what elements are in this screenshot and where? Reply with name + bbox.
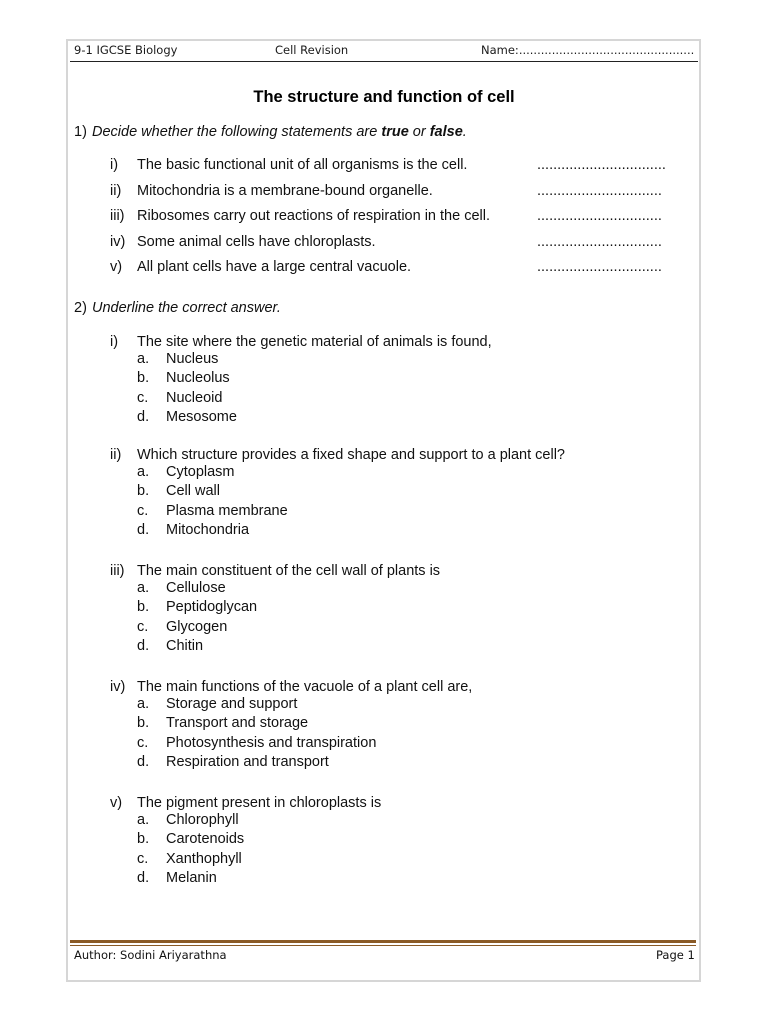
option-letter: d. [137, 409, 150, 425]
option-letter: b. [137, 715, 150, 731]
q1-item-numeral: v) [110, 259, 123, 275]
q1-answer-blank: ................................ [537, 157, 666, 173]
q2-number: 2) [74, 300, 87, 316]
option-letter: a. [137, 464, 150, 480]
option-letter: b. [137, 370, 150, 386]
q1-number: 1) [74, 124, 87, 140]
q1-item-statement: Ribosomes carry out reactions of respiration in the cell. [137, 208, 490, 224]
q2-item-question: The main functions of the vacuole of a plant cell are, [137, 679, 473, 695]
option-letter: b. [137, 483, 150, 499]
option-letter: d. [137, 522, 150, 538]
q2-item-question: The pigment present in chloroplasts is [137, 795, 382, 811]
option-letter: d. [137, 870, 150, 886]
q1-item-numeral: iii) [110, 208, 125, 224]
q1-item-statement: Some animal cells have chloroplasts. [137, 234, 376, 250]
q1-answer-blank: ............................... [537, 259, 662, 275]
answer-option[interactable]: Nucleus [166, 351, 219, 367]
answer-option[interactable]: Nucleoid [166, 390, 223, 406]
option-letter: a. [137, 812, 150, 828]
word-false: false [429, 124, 463, 140]
answer-option[interactable]: Mitochondria [166, 522, 250, 538]
q2-item-question: Which structure provides a fixed shape and support to a plant cell? [137, 447, 565, 463]
q1-item-numeral: i) [110, 157, 119, 173]
q2-item-numeral: i) [110, 334, 119, 350]
page-header [74, 43, 694, 61]
q1-item-statement: The basic functional unit of all organisms is the cell. [137, 157, 468, 173]
q2-item-numeral: v) [110, 795, 123, 811]
word-true: true [381, 124, 409, 140]
header-rule [70, 61, 698, 62]
q1-answer-blank: ............................... [537, 208, 662, 224]
option-letter: c. [137, 735, 149, 751]
q1-item-numeral: iv) [110, 234, 126, 250]
answer-option[interactable]: Melanin [166, 870, 217, 886]
q2-item-numeral: iv) [110, 679, 126, 695]
q1-answer-blank: ............................... [537, 183, 662, 199]
answer-option[interactable]: Mesosome [166, 409, 237, 425]
option-letter: a. [137, 580, 150, 596]
option-letter: c. [137, 390, 149, 406]
option-letter: b. [137, 831, 150, 847]
page-border [66, 39, 701, 982]
answer-option[interactable]: Glycogen [166, 619, 228, 635]
name-blank: ................................................ [518, 43, 695, 57]
answer-option[interactable]: Chitin [166, 638, 204, 654]
option-letter: c. [137, 503, 149, 519]
answer-option[interactable]: Nucleolus [166, 370, 230, 386]
course-label: 9-1 IGCSE Biology [74, 43, 178, 57]
topic-label: Cell Revision [275, 43, 349, 57]
option-letter: d. [137, 638, 150, 654]
option-letter: b. [137, 599, 150, 615]
option-letter: a. [137, 351, 150, 367]
q1-answer-blank: ............................... [537, 234, 662, 250]
q2-item-numeral: iii) [110, 563, 125, 579]
answer-option[interactable]: Chlorophyll [166, 812, 239, 828]
option-letter: a. [137, 696, 150, 712]
q1-item-statement: Mitochondria is a membrane-bound organelle. [137, 183, 433, 199]
footer-rule [70, 940, 696, 943]
answer-option[interactable]: Respiration and transport [166, 754, 329, 770]
q1-instruction: Decide whether the following statements are true or false. [92, 124, 467, 140]
q2-item-numeral: ii) [110, 447, 122, 463]
name-label: Name: [481, 43, 519, 57]
q2-instruction: Underline the correct answer. [92, 300, 281, 316]
answer-option[interactable]: Cellulose [166, 580, 226, 596]
footer-author: Author: Sodini Ariyarathna [74, 948, 227, 962]
name-field [481, 43, 694, 57]
answer-option[interactable]: Peptidoglycan [166, 599, 258, 615]
option-letter: d. [137, 754, 150, 770]
answer-option[interactable]: Cell wall [166, 483, 220, 499]
q2-item-question: The site where the genetic material of animals is found, [137, 334, 492, 350]
answer-option[interactable]: Plasma membrane [166, 503, 288, 519]
answer-option[interactable]: Cytoplasm [166, 464, 235, 480]
answer-option[interactable]: Transport and storage [166, 715, 309, 731]
option-letter: c. [137, 851, 149, 867]
q2-item-question: The main constituent of the cell wall of plants is [137, 563, 441, 579]
option-letter: c. [137, 619, 149, 635]
footer-page-number: Page 1 [656, 948, 695, 962]
answer-option[interactable]: Xanthophyll [166, 851, 242, 867]
answer-option[interactable]: Carotenoids [166, 831, 245, 847]
q1-item-numeral: ii) [110, 183, 122, 199]
footer-rule-thin [70, 945, 696, 946]
q1-item-statement: All plant cells have a large central vacuole. [137, 259, 412, 275]
page-title: The structure and function of cell [253, 88, 515, 106]
answer-option[interactable]: Photosynthesis and transpiration [166, 735, 377, 751]
answer-option[interactable]: Storage and support [166, 696, 298, 712]
